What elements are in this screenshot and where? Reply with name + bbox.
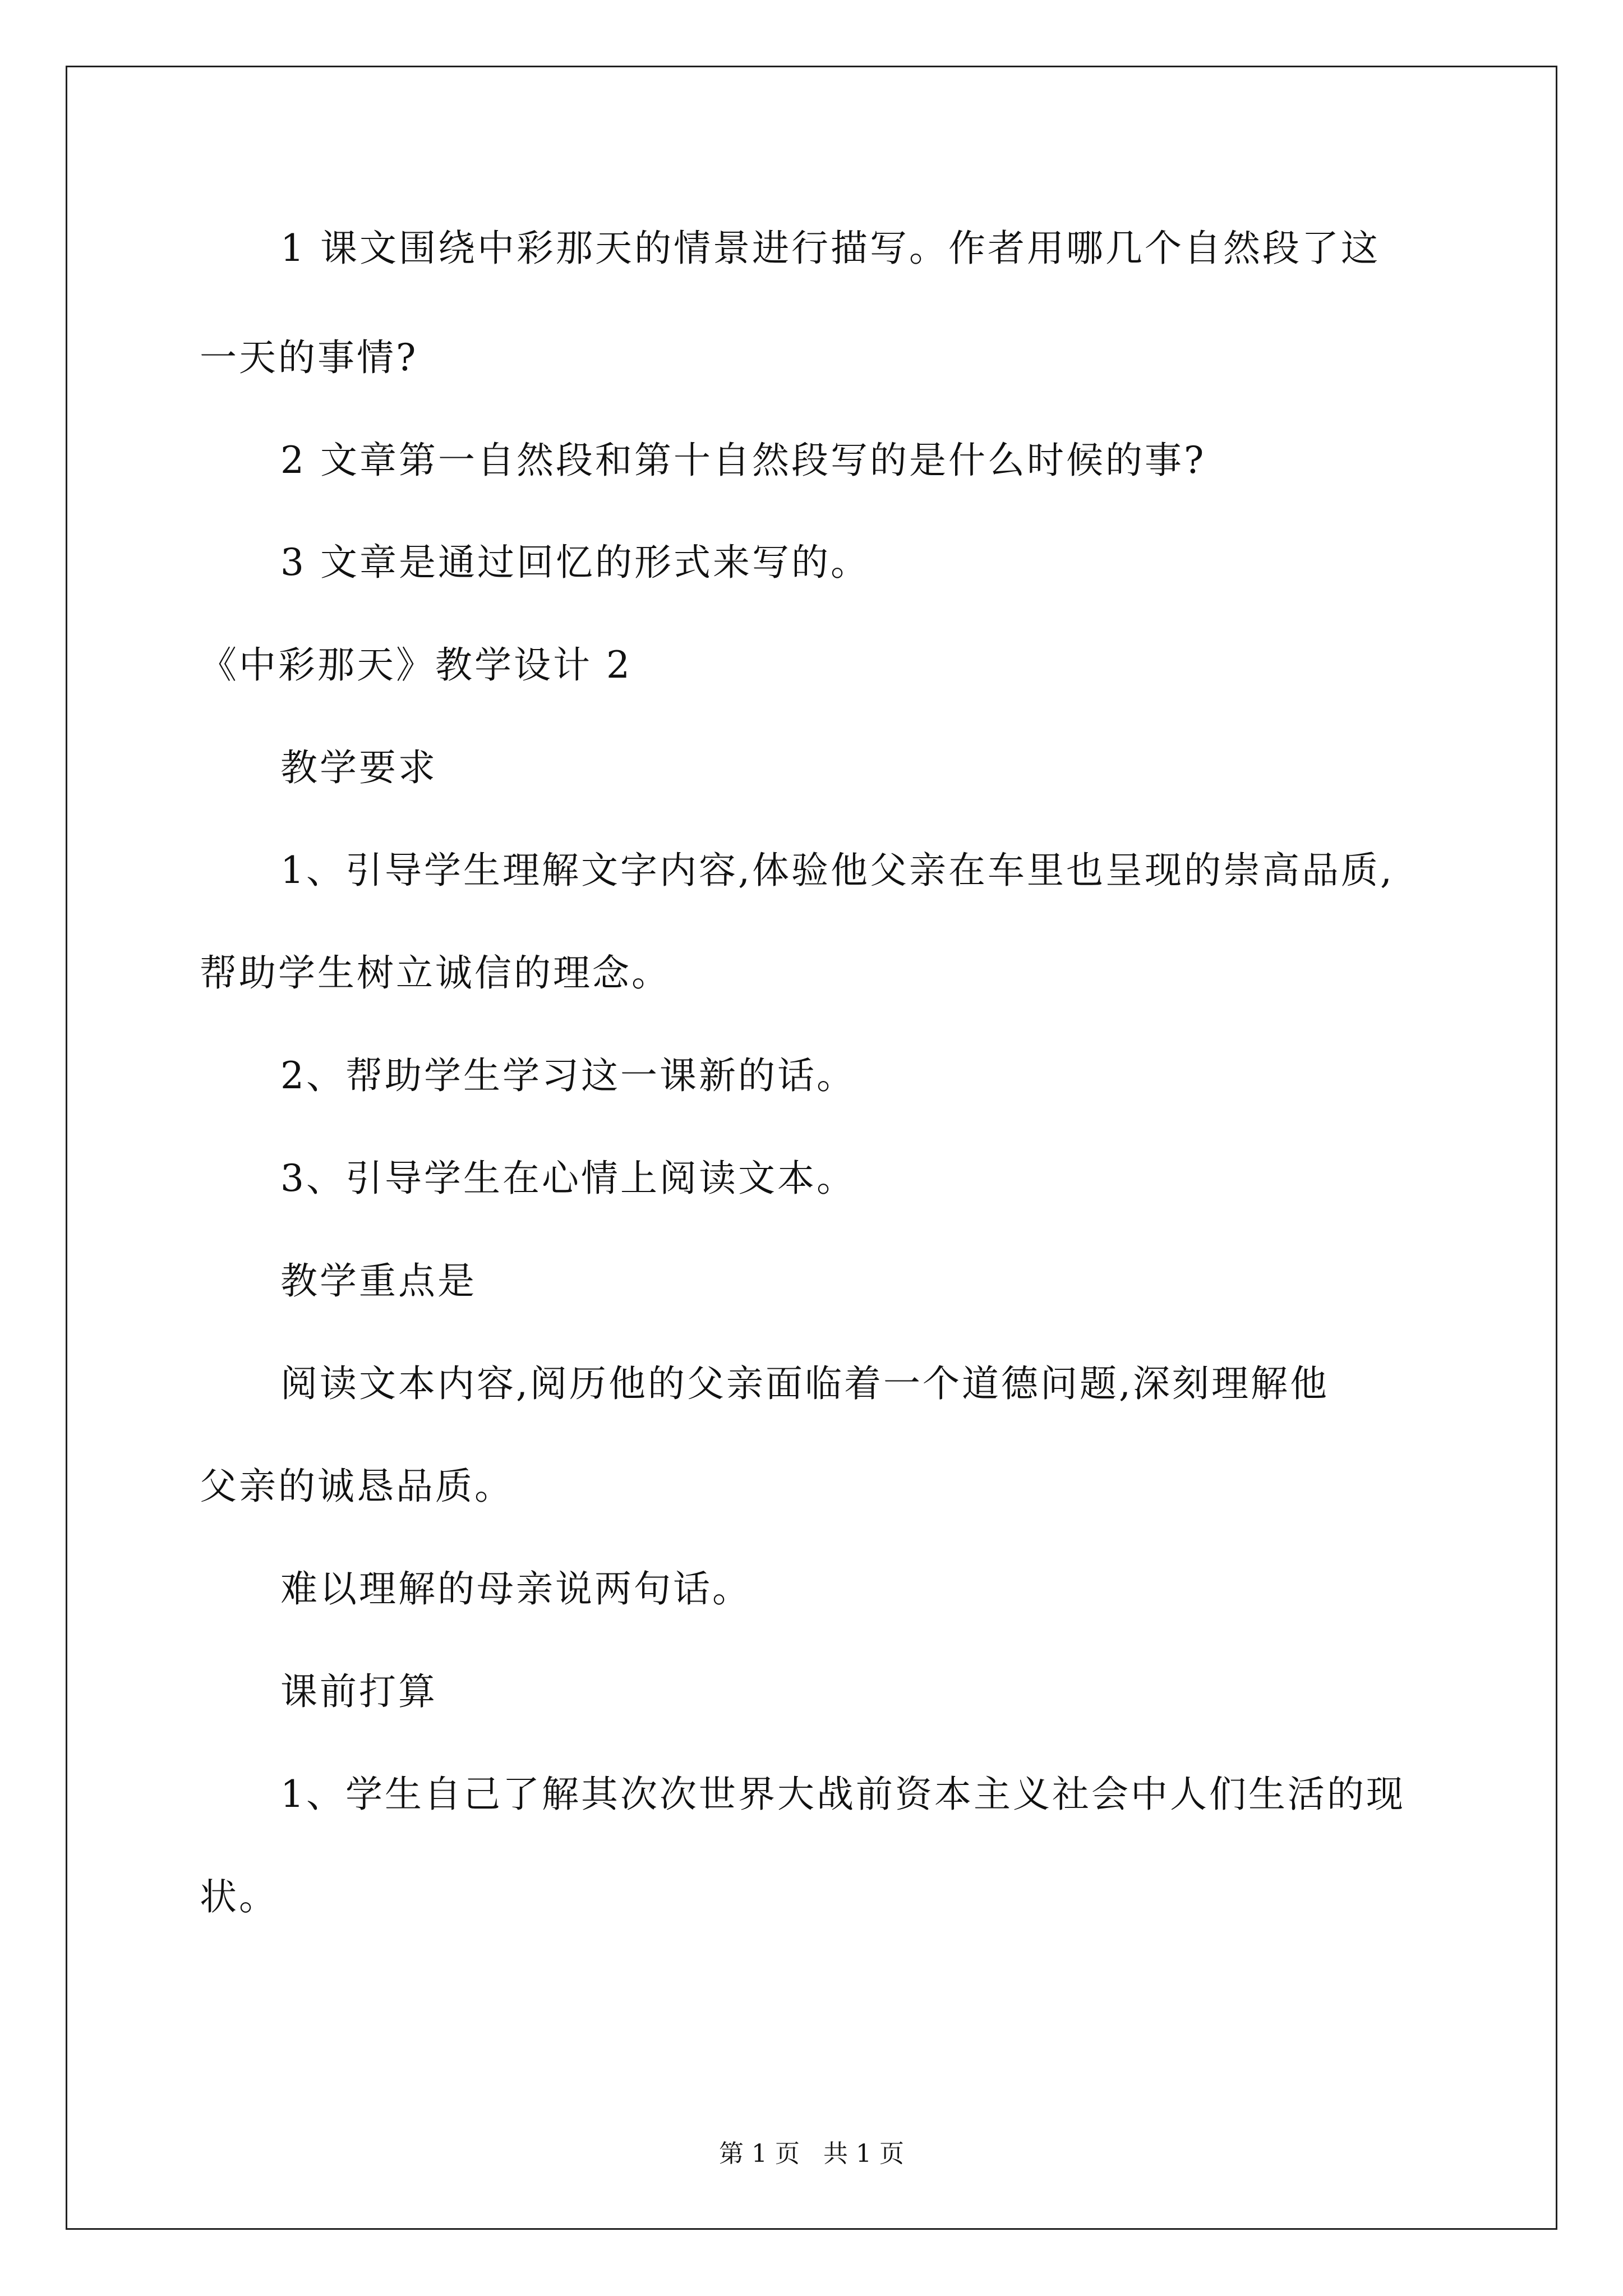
paragraph-difficulty: 难以理解的母亲说两句话。 [280, 1567, 751, 1611]
paragraph-teaching-focus: 教学重点是 [280, 1259, 477, 1303]
paragraph-requirement-1-line-1: 1、引导学生理解文字内容,体验他父亲在车里也呈现的崇高品质, [280, 849, 1394, 892]
paragraph-preparation-1-line-2: 状。 [200, 1875, 278, 1918]
page-footer: 第 1 页 共 1 页 [719, 2139, 904, 2168]
paragraph-preparation-1-line-1: 1、学生自己了解其次次世界大战前资本主义社会中人们生活的现 [280, 1773, 1405, 1816]
paragraph-requirement-1-line-2: 帮助学生树立诚信的理念。 [200, 951, 671, 995]
paragraph-preparation: 课前打算 [280, 1670, 437, 1713]
paragraph-3: 3 文章是通过回忆的形式来写的。 [280, 541, 870, 584]
paragraph-1-line-2: 一天的事情? [200, 336, 418, 379]
paragraph-focus-line-2: 父亲的诚恳品质。 [200, 1465, 514, 1508]
section-heading: 《中彩那天》教学设计 2 [200, 643, 632, 687]
paragraph-requirement-2: 2、帮助学生学习这一课新的话。 [280, 1054, 856, 1097]
paragraph-focus-line-1: 阅读文本内容,阅历他的父亲面临着一个道德问题,深刻理解他 [280, 1362, 1329, 1405]
paragraph-2: 2 文章第一自然段和第十自然段写的是什么时候的事? [280, 439, 1206, 482]
paragraph-teaching-requirements: 教学要求 [280, 746, 437, 789]
paragraph-requirement-3: 3、引导学生在心情上阅读文本。 [280, 1157, 856, 1200]
paragraph-1-line-1: 1 课文围绕中彩那天的情景进行描写。作者用哪几个自然段了这 [280, 227, 1380, 270]
